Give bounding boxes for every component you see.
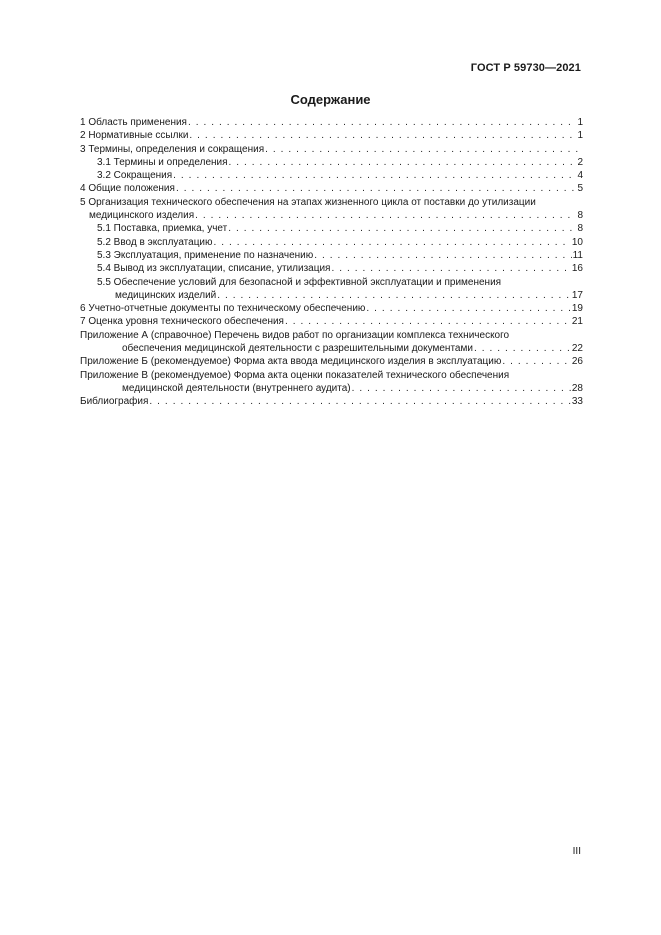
toc-entry-text: медицинских изделий <box>115 289 217 301</box>
toc-entry-page: 1 <box>577 130 583 142</box>
toc-entry-5-2[interactable] <box>80 236 583 249</box>
leader-dots <box>474 342 571 355</box>
toc-entry-text: Приложение Б (рекомендуемое) Форма акта ввода медицинского изделия в эксплуатацию <box>80 356 502 368</box>
toc-entry-5-4[interactable] <box>80 262 583 275</box>
toc-entry-page: 17 <box>571 289 583 301</box>
toc-entry-text: 1 Область применения <box>80 117 187 128</box>
document-code: ГОСТ Р 59730—2021 <box>470 62 581 74</box>
leader-dots <box>314 249 571 262</box>
toc-entry-page: 5 <box>577 183 583 195</box>
leader-dots <box>189 129 576 142</box>
leader-dots <box>331 262 570 275</box>
toc-entry-5[interactable] <box>80 196 583 223</box>
toc-entry-7[interactable] <box>80 315 583 328</box>
toc-entry-3-1[interactable] <box>80 156 583 169</box>
toc-entry-text: 5.4 Вывод из эксплуатации, списание, утилизация <box>97 263 331 275</box>
toc-entry-text: 2 Нормативные ссылки <box>80 130 189 142</box>
leader-dots <box>502 355 571 368</box>
toc-entry-6[interactable] <box>80 302 583 315</box>
toc-entry-text: 5.1 Поставка, приемка, учет <box>97 223 228 235</box>
toc-entry-2[interactable] <box>80 129 583 142</box>
toc-entry-text: 3.2 Сокращения <box>97 170 173 182</box>
toc-entry-text: 7 Оценка уровня технического обеспечения <box>80 316 284 328</box>
leader-dots <box>217 289 571 302</box>
toc-entry-4[interactable] <box>80 182 583 195</box>
leader-dots <box>352 382 571 395</box>
toc-entry-text: 3 Термины, определения и сокращения <box>80 143 265 155</box>
toc-entry-page: 16 <box>571 263 583 275</box>
toc-entry-3-2[interactable] <box>80 169 583 182</box>
toc-entry-page: 1 <box>577 117 583 128</box>
leader-dots <box>214 236 571 249</box>
leader-dots <box>176 182 577 195</box>
leader-dots <box>188 116 576 129</box>
leader-dots <box>195 209 576 222</box>
toc-entry-text: 6 Учетно-отчетные документы по техническому обеспечению <box>80 303 366 315</box>
toc-entry-text: обеспечения медицинской деятельности с разрешительными документами <box>122 343 473 355</box>
leader-dots <box>265 143 582 156</box>
toc-entry-text: медицинской деятельности (внутреннего аудита) <box>122 382 351 394</box>
toc-entry-text: 3.1 Термины и определения <box>97 156 228 168</box>
toc-entry-page: 26 <box>571 356 583 368</box>
toc-entry-page: 10 <box>571 236 583 248</box>
toc-entry-page: 33 <box>571 396 583 408</box>
leader-dots <box>149 395 570 408</box>
toc-entry-text-line: Приложение В (рекомендуемое) Форма акта оценки показателей технического обеспечения <box>80 369 510 381</box>
toc-entry-appendix-b[interactable] <box>80 355 583 368</box>
leader-dots <box>229 156 577 169</box>
toc-entry-text-line: Приложение А (справочное) Перечень видов работ по организации комплекса технического <box>80 329 510 341</box>
leader-dots <box>366 302 570 315</box>
table-of-contents <box>80 116 583 409</box>
leader-dots <box>173 169 576 182</box>
toc-entry-text-line: 5 Организация технического обеспечения на этапах жизненного цикла от поставки до утилизации <box>80 196 536 208</box>
toc-entry-appendix-v[interactable] <box>80 369 583 396</box>
toc-entry-5-3[interactable] <box>80 249 583 262</box>
toc-entry-bibliography[interactable] <box>80 395 583 408</box>
toc-entry-text-line: 5.5 Обеспечение условий для безопасной и эффективной эксплуатации и применения <box>97 276 502 288</box>
toc-entry-5-5[interactable] <box>80 276 583 303</box>
toc-entry-page: 8 <box>577 210 583 222</box>
toc-entry-text: 5.2 Ввод в эксплуатацию <box>97 236 213 248</box>
toc-entry-page: 11 <box>572 249 583 261</box>
toc-entry-page: 2 <box>577 156 583 168</box>
toc-entry-text: Библиография <box>80 396 149 408</box>
toc-entry-page: 21 <box>571 316 583 328</box>
toc-entry-text: 5.3 Эксплуатация, применение по назначению <box>97 249 314 261</box>
toc-entry-3[interactable] <box>80 143 583 156</box>
toc-entry-page: 4 <box>577 170 583 182</box>
toc-title: Содержание <box>290 92 371 107</box>
toc-entry-5-1[interactable] <box>80 222 583 235</box>
toc-entry-1[interactable] <box>80 116 583 129</box>
toc-entry-text: медицинского изделия <box>89 210 195 222</box>
leader-dots <box>285 315 571 328</box>
page-number: III <box>572 846 581 857</box>
toc-entry-page: 8 <box>577 223 583 235</box>
toc-entry-appendix-a[interactable] <box>80 329 583 356</box>
toc-entry-page: 28 <box>571 382 583 394</box>
leader-dots <box>228 222 576 235</box>
toc-entry-page: 22 <box>571 343 583 355</box>
toc-entry-page: 19 <box>571 303 583 315</box>
toc-entry-text: 4 Общие положения <box>80 183 175 195</box>
